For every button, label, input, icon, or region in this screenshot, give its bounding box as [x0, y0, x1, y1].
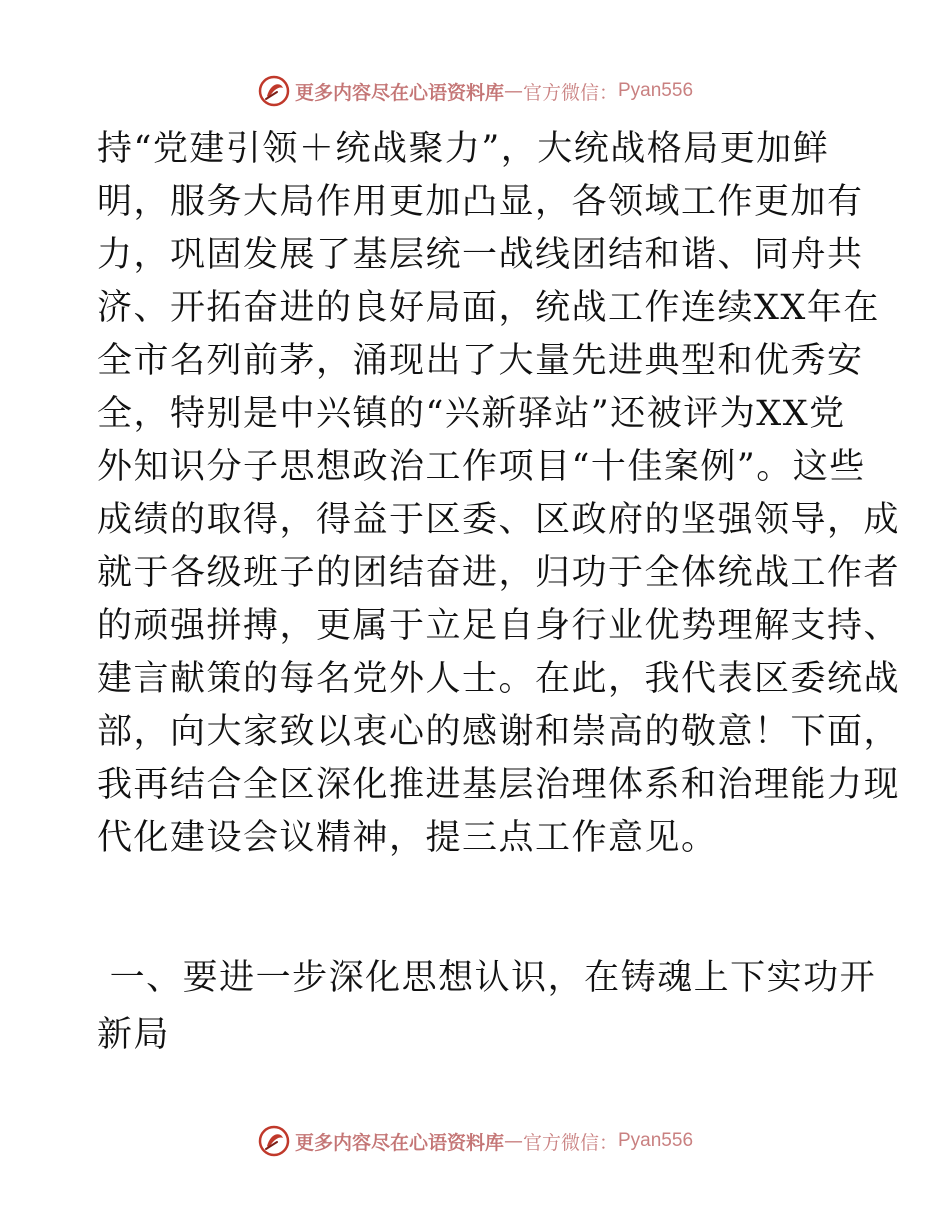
brand-logo-icon — [257, 1124, 291, 1158]
body-line: 的顽强拼搏，更属于立足自身行业优势理解支持、 — [97, 606, 901, 646]
body-line: 明，服务大局作用更加凸显，各领域工作更加有 — [97, 182, 864, 222]
body-line: 我再结合全区深化推进基层治理体系和治理能力现 — [97, 765, 901, 805]
brand-logo-icon — [257, 74, 291, 108]
body-line: 代化建设会议精神，提三点工作意见。 — [97, 818, 718, 858]
footer-brand-text: 更多内容尽在心语资料库 — [294, 1131, 504, 1154]
footer-separator: — — [503, 1130, 523, 1152]
body-line: 部，向大家致以衷心的感谢和崇高的敬意！下面， — [97, 712, 901, 752]
body-line: 济、开拓奋进的良好局面，统战工作连续XX年在 — [97, 288, 880, 328]
body-line: 建言献策的每名党外人士。在此，我代表区委统战 — [97, 659, 901, 699]
footer-wechat-id: Pyan556 — [618, 1130, 694, 1151]
header-wechat-id: Pyan556 — [618, 80, 694, 101]
body-line: 成绩的取得，得益于区委、区政府的坚强领导，成 — [97, 500, 901, 540]
header-banner — [0, 71, 950, 111]
body-line: 持“党建引领＋统战聚力”，大统战格局更加鲜 — [97, 129, 830, 169]
section-heading — [97, 950, 877, 1064]
header-wechat-label: 官方微信： — [522, 81, 618, 104]
section-heading-line-2: 新局 — [97, 1015, 171, 1055]
header-brand-text: 更多内容尽在心语资料库 — [294, 81, 504, 104]
body-line: 力，巩固发展了基层统一战线团结和谐、同舟共 — [97, 235, 864, 275]
body-line: 全，特别是中兴镇的“兴新驿站”还被评为XX党 — [97, 394, 846, 434]
footer-banner — [0, 1121, 950, 1161]
body-line: 全市名列前茅，涌现出了大量先进典型和优秀安 — [97, 341, 864, 381]
document-body — [97, 123, 901, 865]
body-line: 外知识分子思想政治工作项目“十佳案例”。这些 — [97, 447, 866, 487]
body-line: 就于各级班子的团结奋进，归功于全体统战工作者 — [97, 553, 901, 593]
section-heading-line-1: 一、要进一步深化思想认识，在铸魂上下实功开 — [97, 958, 877, 998]
header-separator: — — [503, 80, 523, 102]
footer-wechat-label: 官方微信： — [522, 1131, 618, 1154]
